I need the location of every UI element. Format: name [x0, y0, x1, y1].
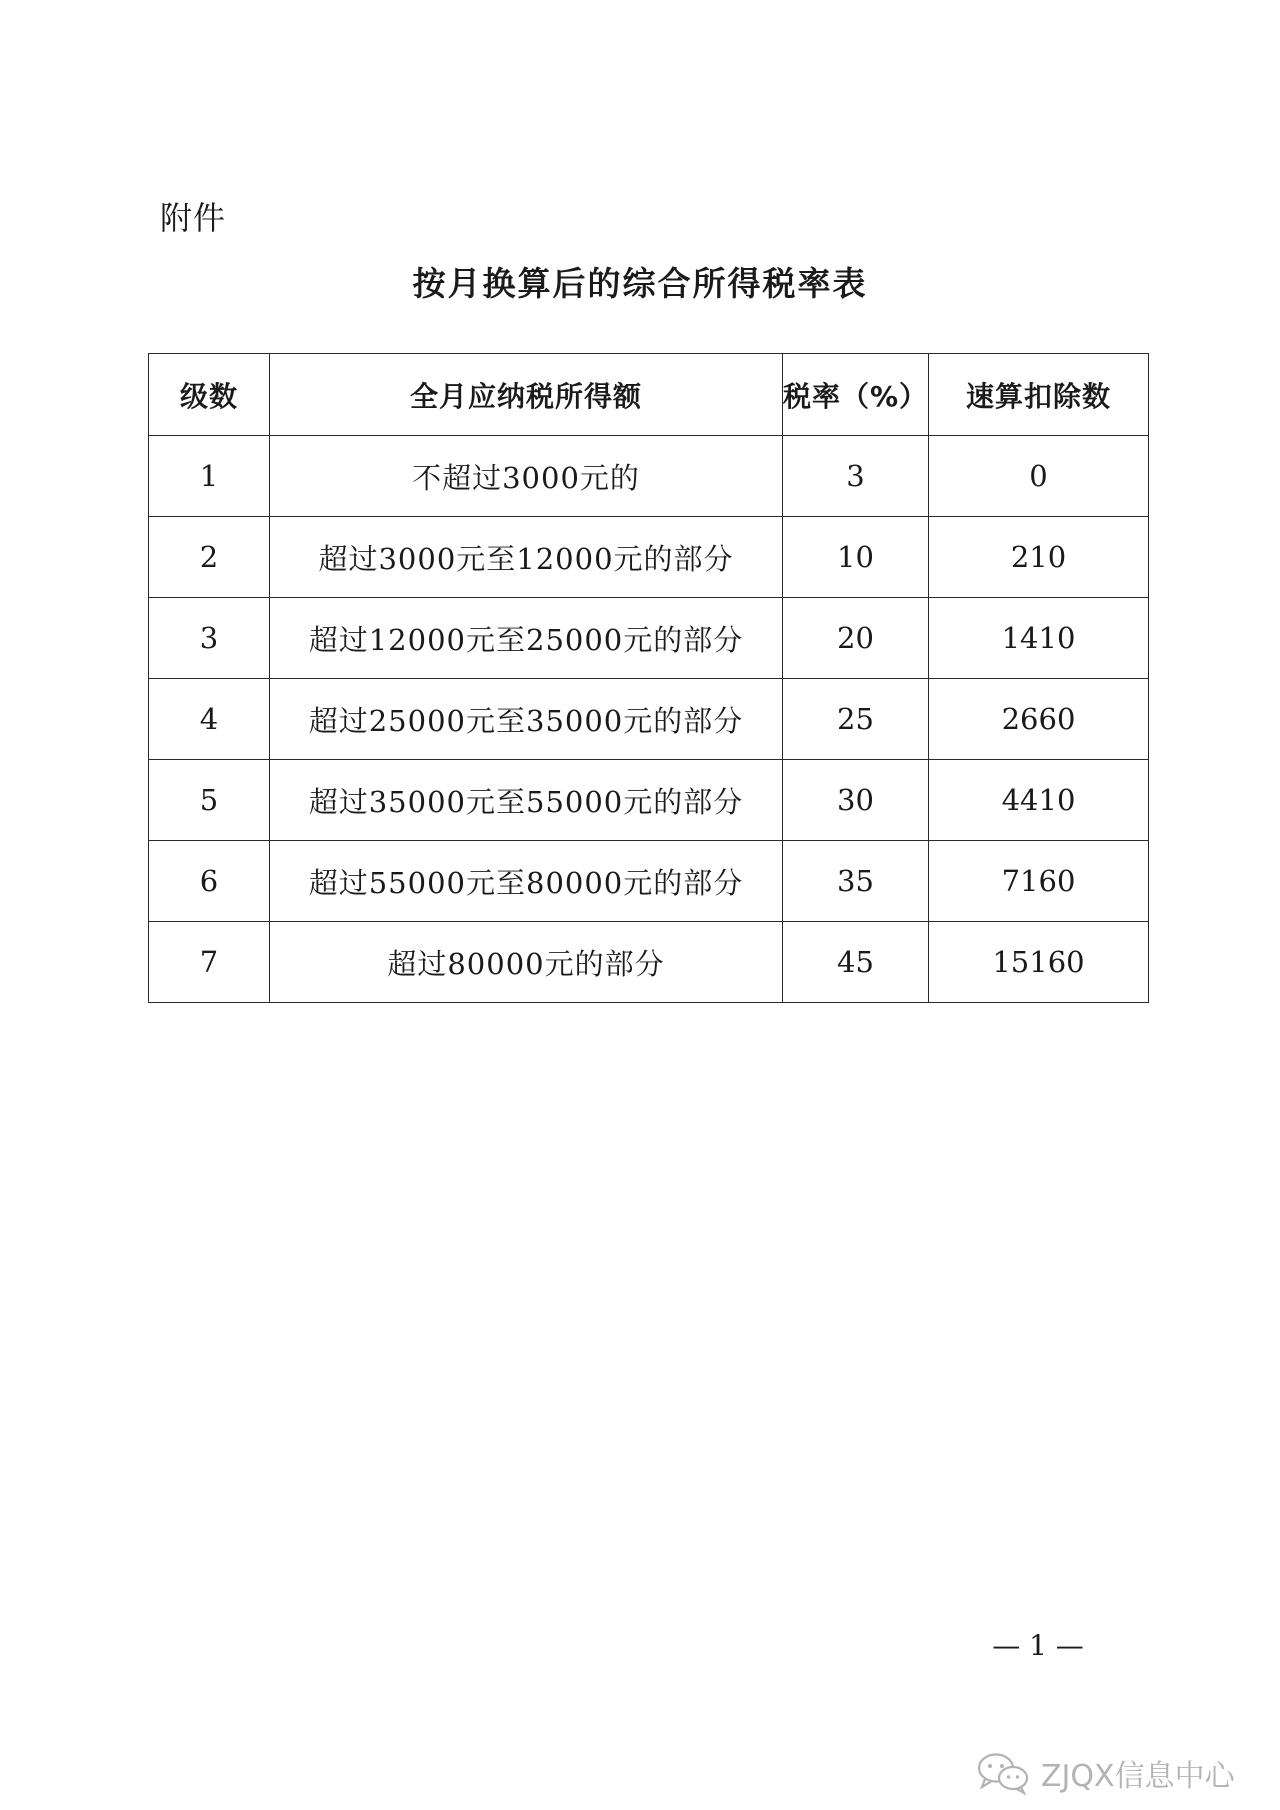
table-row: [149, 679, 1149, 760]
cell-deduction: 7160: [929, 841, 1149, 922]
cell-deduction: 15160: [929, 922, 1149, 1003]
cell-rate: 35: [783, 841, 929, 922]
watermark-text: ZJQX信息中心: [1041, 1759, 1235, 1794]
cell-deduction: 1410: [929, 598, 1149, 679]
page-number: — 1 —: [992, 1629, 1084, 1662]
cell-rate: 25: [783, 679, 929, 760]
table-row: [149, 760, 1149, 841]
wechat-icon: [975, 1750, 1031, 1796]
cell-level: 6: [149, 841, 270, 922]
cell-rate: 45: [783, 922, 929, 1003]
header-level: 级数: [149, 354, 270, 436]
cell-rate: 10: [783, 517, 929, 598]
header-tax-rate: 税率（%）: [783, 354, 929, 436]
cell-level: 2: [149, 517, 270, 598]
cell-deduction: 2660: [929, 679, 1149, 760]
table-row: [149, 598, 1149, 679]
attachment-label: 附件: [160, 199, 227, 237]
tax-rate-table: [148, 353, 1149, 1003]
cell-range: 超过55000元至80000元的部分: [270, 841, 783, 922]
header-quick-deduction: 速算扣除数: [929, 354, 1149, 436]
cell-rate: 20: [783, 598, 929, 679]
cell-range: 超过3000元至12000元的部分: [270, 517, 783, 598]
cell-range: 超过25000元至35000元的部分: [270, 679, 783, 760]
table-header-row: [149, 354, 1149, 436]
watermark: [975, 1750, 1235, 1796]
cell-range: 超过12000元至25000元的部分: [270, 598, 783, 679]
cell-level: 5: [149, 760, 270, 841]
table-row: [149, 922, 1149, 1003]
cell-deduction: 4410: [929, 760, 1149, 841]
cell-range: 超过35000元至55000元的部分: [270, 760, 783, 841]
cell-deduction: 0: [929, 436, 1149, 517]
cell-rate: 3: [783, 436, 929, 517]
cell-deduction: 210: [929, 517, 1149, 598]
cell-range: 不超过3000元的: [270, 436, 783, 517]
cell-level: 1: [149, 436, 270, 517]
table-row: [149, 517, 1149, 598]
cell-level: 3: [149, 598, 270, 679]
cell-level: 7: [149, 922, 270, 1003]
cell-range: 超过80000元的部分: [270, 922, 783, 1003]
header-taxable-income: 全月应纳税所得额: [270, 354, 783, 436]
table-row: [149, 436, 1149, 517]
table-row: [149, 841, 1149, 922]
document-title: 按月换算后的综合所得税率表: [412, 264, 868, 303]
cell-rate: 30: [783, 760, 929, 841]
cell-level: 4: [149, 679, 270, 760]
